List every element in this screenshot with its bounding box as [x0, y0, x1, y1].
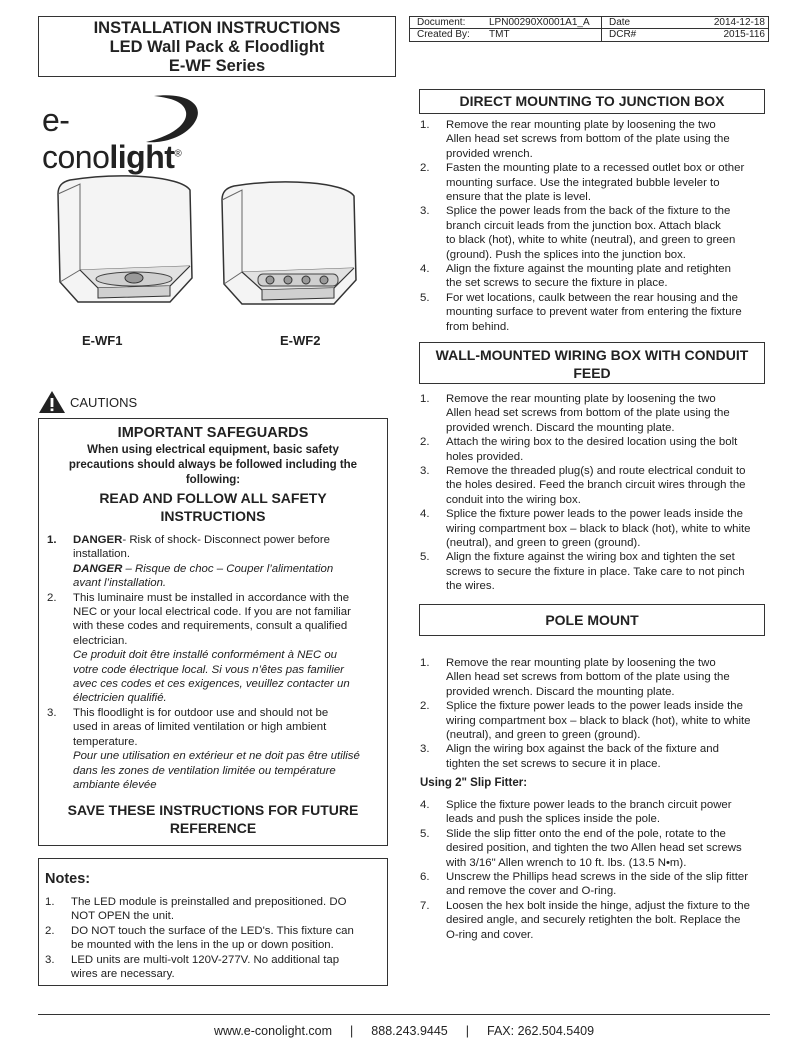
step-line: holes provided.	[446, 450, 524, 463]
note-item-2	[45, 924, 383, 953]
step-line: (neutral), and green to green (ground).	[446, 729, 641, 742]
item-number: 3.	[47, 706, 57, 719]
step-line: the wires.	[446, 580, 495, 593]
item-line: NEC or your local electrical code. If you are not familiar	[73, 606, 351, 619]
title-line-3: E-WF Series	[168, 57, 266, 75]
step-number: 1.	[420, 119, 430, 131]
safeguards-intro-line-1: When using electrical equipment, basic safety	[87, 444, 339, 456]
item-line: This luminaire must be installed in accordance with the	[73, 591, 350, 604]
step-line: Unscrew the Phillips head screws in the side of the slip fitter	[446, 871, 748, 884]
notes-box	[38, 858, 388, 986]
e-wf1-fixture-icon	[40, 170, 212, 325]
step-line: conduit into the wiring box.	[446, 493, 581, 506]
important-safeguards-box	[38, 418, 388, 846]
dcr-value: 2015-116	[723, 29, 765, 40]
step-line: Remove the rear mounting plate by loosening the two	[446, 657, 716, 669]
slip-fitter-label: Using 2" Slip Fitter:	[420, 777, 528, 789]
safeguards-intro-line-2: precautions should always be followed including the	[68, 459, 358, 471]
danger-label-fr: DANGER	[73, 562, 123, 575]
footer-separator: |	[350, 1024, 354, 1038]
safeguards-intro	[39, 443, 387, 488]
direct-step-1	[420, 118, 770, 161]
safeguards-title: IMPORTANT SAFEGUARDS	[117, 425, 309, 441]
step-line: mounting surface. Use the integrated bubble leveler to	[446, 176, 720, 189]
direct-step-3	[420, 204, 770, 262]
date-value: 2014-12-18	[713, 17, 765, 28]
safeguards-intro-line-3: following:	[185, 474, 241, 486]
footer	[0, 1024, 808, 1038]
save-instructions-heading	[39, 801, 387, 837]
item-line: NOT OPEN the unit.	[71, 910, 174, 923]
step-line: Allen head set screws from bottom of the plate using the	[446, 671, 730, 684]
step-line: Remove the rear mounting plate by loosening the two	[446, 119, 716, 131]
danger-label: DANGER	[73, 534, 123, 546]
step-line: Splice the power leads from the back of the fixture to the	[446, 205, 731, 218]
step-line: leads and push the splices inside the pole.	[446, 813, 661, 826]
direct-step-2	[420, 161, 770, 204]
item-line: LED units are multi-volt 120V-277V. No additional tap	[71, 953, 340, 966]
notes-title: Notes:	[45, 871, 91, 887]
read-line-1: READ AND FOLLOW ALL SAFETY	[99, 490, 327, 506]
item-line-fr: avec ces codes et ces exigences, veuillez contacter un	[73, 678, 350, 691]
notes-list	[45, 895, 383, 981]
note-item-3	[45, 953, 383, 982]
step-line: Align the fixture against the wiring box and tighten the set	[446, 551, 735, 564]
date-label: Date	[609, 17, 631, 28]
item-line: DO NOT touch the surface of the LED's. This fixture can	[71, 924, 354, 937]
title-line-2: LED Wall Pack & Floodlight	[109, 38, 325, 56]
step-line: wiring compartment box – black to black (hot), white to white	[446, 714, 751, 727]
footer-separator: |	[465, 1024, 470, 1038]
direct-step-4	[420, 262, 770, 291]
step-line: desired position, and tighten the two Allen head set screws	[446, 842, 742, 855]
step-line: Allen head set screws from bottom of the plate using the	[446, 133, 730, 146]
safeguard-item-2	[47, 591, 383, 706]
item-line: wires are necessary.	[71, 968, 175, 981]
warning-triangle-icon	[38, 390, 66, 414]
item-number: 2.	[47, 591, 57, 604]
item-line: - Risk of shock- Disconnect power before	[122, 534, 331, 546]
item-line: The LED module is preinstalled and prepositioned. DO	[71, 896, 347, 908]
step-line: Splice the fixture power leads to the branch circuit power	[446, 799, 732, 811]
step-line: Remove the rear mounting plate by loosening the two	[446, 393, 716, 405]
step-number: 7.	[420, 899, 430, 912]
step-number: 1.	[420, 393, 430, 405]
step-line: the set screws to secure the fixture in place.	[446, 277, 668, 290]
step-number: 1.	[420, 657, 430, 669]
cautions-heading	[38, 390, 238, 416]
footer-website: www.e-conolight.com	[213, 1024, 333, 1038]
step-number: 3.	[420, 743, 430, 756]
footer-fax: FAX: 262.504.5409	[487, 1024, 595, 1038]
item-line: installation.	[73, 548, 130, 561]
step-number: 4.	[420, 799, 430, 811]
step-line: (neutral), and green to green (ground).	[446, 537, 641, 550]
step-number: 5.	[420, 551, 430, 564]
pole-mount-header: POLE MOUNT	[419, 604, 765, 636]
save-line-1: SAVE THESE INSTRUCTIONS FOR FUTURE	[67, 802, 359, 818]
wall-step-1	[420, 392, 770, 435]
step-line: Fasten the mounting plate to a recessed outlet box or other	[446, 162, 745, 175]
step-line: provided wrench. Discard the mounting plate.	[446, 421, 675, 434]
wall-step-4	[420, 507, 770, 550]
wall-box-header-line-2: FEED	[573, 365, 611, 381]
logo-text-bold: light	[109, 139, 175, 175]
item-number: 3.	[45, 953, 55, 966]
step-number: 6.	[420, 871, 430, 884]
logo-registered: ®	[174, 148, 182, 160]
product-e-wf1-illustration	[40, 170, 212, 325]
product-label-e-wf1: E-WF1	[82, 333, 123, 348]
step-line: Remove the threaded plug(s) and route electrical conduit to	[446, 465, 746, 478]
slip-step-6	[420, 870, 770, 899]
step-number: 2.	[420, 162, 430, 175]
direct-mounting-steps	[420, 118, 770, 334]
step-line: with 3/16" Allen wrench to 10 ft. lbs. (13.5 N•m).	[446, 856, 687, 869]
document-label: Document:	[417, 17, 466, 28]
footer-phone: 888.243.9445	[371, 1024, 448, 1038]
step-number: 3.	[420, 205, 430, 218]
wall-step-5	[420, 550, 770, 593]
note-item-1	[45, 895, 383, 924]
step-line: Loosen the hex bolt inside the hinge, adjust the fixture to the	[446, 899, 750, 912]
step-line: provided wrench. Discard the mounting plate.	[446, 685, 675, 698]
step-line: and remove the cover and O-ring.	[446, 885, 617, 898]
pole-step-2	[420, 699, 770, 742]
read-line-2: INSTRUCTIONS	[160, 508, 266, 524]
product-label-e-wf2: E-WF2	[280, 333, 321, 348]
item-line-fr: – Risque de choc – Couper l’alimentation	[122, 562, 334, 575]
pole-mount-steps	[420, 656, 770, 771]
document-meta-table	[409, 16, 769, 42]
step-line: ensure that the plate is level.	[446, 191, 592, 204]
title-box	[38, 16, 396, 77]
step-line: For wet locations, caulk between the rear housing and the	[446, 291, 738, 304]
step-line: Align the fixture against the mounting plate and retighten	[446, 263, 731, 276]
wall-box-header-line-1: WALL-MOUNTED WIRING BOX WITH CONDUIT	[435, 347, 749, 363]
created-by-value: TMT	[489, 29, 510, 40]
dcr-label: DCR#	[609, 29, 637, 40]
step-line: Splice the fixture power leads to the power leads inside the	[446, 508, 743, 521]
step-line: screws to secure the fixture in place. Take care to not pinch	[446, 565, 745, 578]
e-wf2-fixture-icon	[206, 176, 376, 326]
item-line: used in areas of limited ventilation or high ambient	[73, 721, 327, 734]
step-line: tighten the set screws to secure it in place.	[446, 757, 661, 770]
step-line: mounting surface to prevent water from entering the fixture	[446, 306, 742, 319]
direct-mounting-header: DIRECT MOUNTING TO JUNCTION BOX	[419, 89, 765, 114]
step-line: from behind.	[446, 320, 510, 333]
step-number: 3.	[420, 465, 430, 478]
save-line-2: REFERENCE	[169, 820, 257, 836]
safeguards-list	[47, 533, 383, 792]
step-line: wiring compartment box – black to black (hot), white to white	[446, 522, 751, 535]
item-line-fr: Ce produit doit être installé conformément à NEC ou	[73, 649, 338, 662]
read-and-follow-heading	[39, 489, 387, 525]
step-line: Slide the slip fitter onto the end of the pole, rotate to the	[446, 827, 726, 840]
item-line: This floodlight is for outdoor use and should not be	[73, 706, 329, 719]
wall-mounted-wiring-box-header	[419, 342, 765, 384]
step-number: 5.	[420, 827, 430, 840]
safeguard-item-1	[47, 533, 383, 591]
item-number: 1.	[45, 896, 55, 908]
item-number: 2.	[45, 924, 55, 937]
item-line-fr: électricien qualifié.	[73, 692, 167, 705]
cautions-label: CAUTIONS	[70, 395, 138, 410]
item-line: electrician.	[73, 634, 128, 647]
step-line: branch circuit leads from the junction box. Attach black	[446, 219, 721, 232]
wall-box-steps	[420, 392, 770, 594]
pole-step-3	[420, 742, 770, 771]
step-number: 2.	[420, 436, 430, 449]
logo-text-light: e-cono	[42, 102, 110, 175]
step-line: to black (hot), white to white (neutral), and green to green	[446, 234, 736, 247]
product-e-wf2-illustration	[206, 176, 376, 326]
item-line-fr: avant l’installation.	[73, 577, 167, 590]
step-line: (ground). Push the splices into the junction box.	[446, 248, 686, 261]
step-line: the holes desired. Feed the branch circuit wires through the	[446, 479, 746, 492]
footer-divider	[38, 1014, 770, 1015]
wall-step-2	[420, 435, 770, 464]
slip-step-7	[420, 899, 770, 942]
step-number: 5.	[420, 291, 430, 304]
step-line: provided wrench.	[446, 147, 533, 160]
item-line-fr: votre code électrique local. Si vous n’êtes pas familier	[73, 663, 344, 676]
step-line: O-ring and cover.	[446, 928, 534, 941]
item-line: with these codes and requirements, consult a qualified	[73, 620, 348, 633]
step-number: 4.	[420, 508, 430, 521]
item-line-fr: Pour une utilisation en extérieur et ne doit pas être utilisé	[73, 750, 360, 763]
item-line-fr: dans les zones de ventilation limitée ou température	[73, 764, 336, 777]
item-line: temperature.	[73, 735, 138, 748]
step-line: Attach the wiring box to the desired location using the bolt	[446, 436, 738, 449]
title-line-1: INSTALLATION INSTRUCTIONS	[93, 19, 341, 37]
safeguard-item-3	[47, 706, 383, 792]
slip-step-4	[420, 798, 770, 827]
item-line: be mounted with the lens in the up or down position.	[71, 939, 334, 952]
slip-step-5	[420, 827, 770, 870]
created-by-label: Created By:	[417, 29, 470, 40]
e-conolight-logo	[36, 90, 206, 175]
step-line: desired angle, and securely retighten the bolt. Replace the	[446, 914, 741, 927]
step-number: 4.	[420, 263, 430, 276]
item-number: 1.	[47, 534, 57, 546]
step-line: Splice the fixture power leads to the power leads inside the	[446, 700, 743, 713]
step-line: Align the wiring box against the back of the fixture and	[446, 743, 719, 756]
document-value: LPN00290X0001A1_A	[489, 17, 590, 28]
slip-fitter-steps	[420, 798, 770, 942]
item-line-fr: ambiante élevée	[73, 778, 157, 791]
direct-step-5	[420, 291, 770, 334]
wall-step-3	[420, 464, 770, 507]
step-line: Allen head set screws from bottom of the plate using the	[446, 407, 730, 420]
step-number: 2.	[420, 700, 430, 713]
pole-step-1	[420, 656, 770, 699]
